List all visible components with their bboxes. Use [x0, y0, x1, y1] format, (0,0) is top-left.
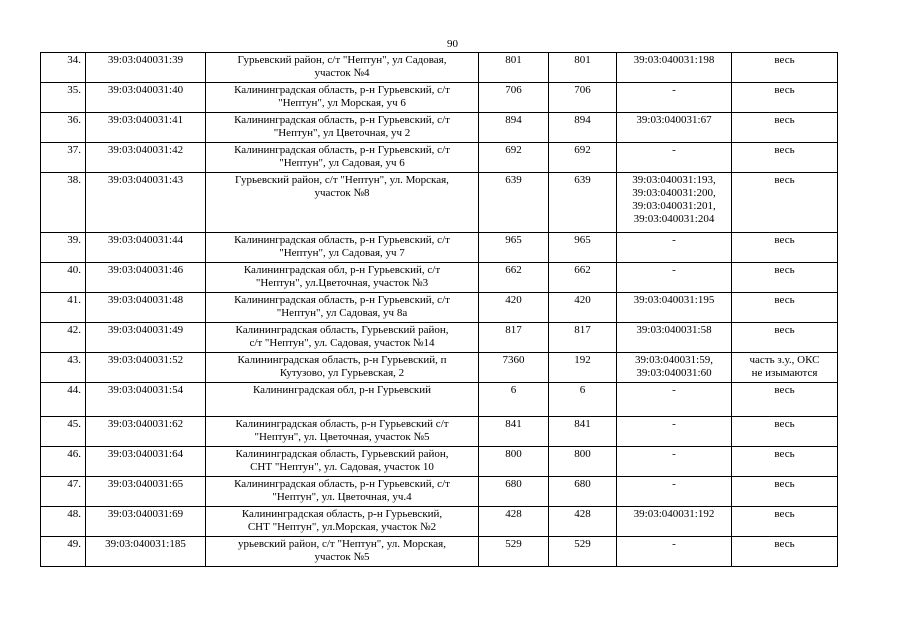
cadastral-number-cell: 39:03:040031:62: [86, 417, 206, 447]
address-line: "Нептун", ул. Цветочная, уч.4: [272, 491, 412, 503]
seized-part-line: весь: [774, 448, 795, 460]
cadastral-number-cell: 39:03:040031:64: [86, 447, 206, 477]
seized-area-cell: 692: [549, 143, 617, 173]
seized-part-line: весь: [774, 508, 795, 520]
address-cell: [206, 293, 479, 323]
plot-area-cell: 680: [479, 477, 549, 507]
table-row: [41, 417, 838, 447]
address-line: участок №4: [314, 67, 370, 79]
plot-area-cell: 706: [479, 83, 549, 113]
seized-part-cell: [732, 353, 838, 383]
row-number-cell: 42.: [41, 323, 86, 353]
table-row: [41, 83, 838, 113]
buildings-cell: [617, 173, 732, 233]
plot-area-cell: 800: [479, 447, 549, 477]
seized-part-cell: [732, 417, 838, 447]
seized-part-cell: [732, 173, 838, 233]
address-line: СНТ "Нептун", ул. Садовая, участок 10: [250, 461, 434, 473]
cadastral-number-cell: 39:03:040031:41: [86, 113, 206, 143]
buildings-line: 39:03:040031:204: [633, 213, 715, 225]
cadastral-number-cell: 39:03:040031:39: [86, 53, 206, 83]
address-cell: [206, 417, 479, 447]
address-line: Калининградская область, р-н Гурьевский,: [241, 508, 443, 520]
address-line: "Нептун", ул.Цветочная, участок №3: [255, 277, 429, 289]
buildings-line: 39:03:040031:200,: [632, 187, 716, 199]
address-line: "Нептун", ул Садовая, уч 8а: [276, 307, 408, 319]
buildings-line: -: [672, 448, 676, 460]
buildings-line: -: [672, 384, 676, 396]
buildings-line: 39:03:040031:60: [636, 367, 712, 379]
buildings-line: 39:03:040031:59,: [635, 354, 713, 366]
address-line: Гурьевский район, с/т "Нептун", ул Садовая,: [237, 54, 447, 66]
row-number-cell: 40.: [41, 263, 86, 293]
buildings-cell: [617, 383, 732, 417]
buildings-cell: [617, 323, 732, 353]
address-line: "Нептун", ул Цветочная, уч 2: [273, 127, 411, 139]
buildings-line: -: [672, 84, 676, 96]
address-line: Калининградская область, р-н Гурьевский, с/т: [234, 294, 450, 306]
address-line: Калининградская область, р-н Гурьевский, с/т: [234, 144, 450, 156]
address-line: урьевский район, с/т "Нептун", ул. Морская,: [238, 538, 446, 550]
buildings-cell: [617, 293, 732, 323]
buildings-line: 39:03:040031:58: [636, 324, 712, 336]
seized-area-cell: 800: [549, 447, 617, 477]
seized-part-line: весь: [774, 234, 795, 246]
seized-part-cell: [732, 323, 838, 353]
cadastral-number-cell: 39:03:040031:46: [86, 263, 206, 293]
buildings-cell: [617, 113, 732, 143]
seized-area-cell: 529: [549, 537, 617, 567]
address-line: с/т "Нептун", ул. Садовая, участок №14: [249, 337, 435, 349]
buildings-line: -: [672, 234, 676, 246]
plot-area-cell: 7360: [479, 353, 549, 383]
seized-part-cell: [732, 447, 838, 477]
address-cell: [206, 233, 479, 263]
buildings-cell: [617, 83, 732, 113]
address-line: "Нептун", ул Садовая, уч 7: [279, 247, 405, 259]
table-row: [41, 447, 838, 477]
row-number-cell: 44.: [41, 383, 86, 417]
seized-area-cell: 420: [549, 293, 617, 323]
address-line: Калининградская область, р-н Гурьевский с/т: [235, 418, 449, 430]
seized-part-line: весь: [774, 114, 795, 126]
seized-area-cell: 894: [549, 113, 617, 143]
plot-area-cell: 428: [479, 507, 549, 537]
seized-part-line: весь: [774, 174, 795, 186]
seized-part-line: не изымаются: [751, 367, 818, 379]
address-cell: [206, 537, 479, 567]
buildings-line: 39:03:040031:192: [633, 508, 715, 520]
row-number-cell: 48.: [41, 507, 86, 537]
buildings-cell: [617, 53, 732, 83]
row-number-cell: 49.: [41, 537, 86, 567]
address-line: Калининградская область, р-н Гурьевский, с/т: [234, 478, 450, 490]
table-row: [41, 477, 838, 507]
seized-part-line: весь: [774, 324, 795, 336]
address-line: Калининградская обл, р-н Гурьевский, с/т: [243, 264, 441, 276]
table-row: [41, 173, 838, 233]
buildings-cell: [617, 537, 732, 567]
address-cell: [206, 173, 479, 233]
seized-part-line: весь: [774, 54, 795, 66]
buildings-line: -: [672, 478, 676, 490]
row-number-cell: 41.: [41, 293, 86, 323]
row-number-cell: 46.: [41, 447, 86, 477]
cadastral-number-cell: 39:03:040031:43: [86, 173, 206, 233]
plot-area-cell: 817: [479, 323, 549, 353]
cadastral-number-cell: 39:03:040031:54: [86, 383, 206, 417]
row-number-cell: 36.: [41, 113, 86, 143]
cadastral-number-cell: 39:03:040031:44: [86, 233, 206, 263]
buildings-line: -: [672, 418, 676, 430]
address-line: Калининградская область, Гурьевский район,: [235, 448, 449, 460]
seized-part-line: весь: [774, 478, 795, 490]
seized-area-cell: 6: [549, 383, 617, 417]
address-cell: [206, 143, 479, 173]
address-line: "Нептун", ул. Цветочная, участок №5: [254, 431, 430, 443]
address-line: Гурьевский район, с/т "Нептун", ул. Морская,: [235, 174, 449, 186]
buildings-cell: [617, 263, 732, 293]
seized-part-line: весь: [774, 384, 795, 396]
seized-part-line: весь: [774, 84, 795, 96]
table-row: [41, 507, 838, 537]
address-line: участок №8: [314, 187, 370, 199]
address-cell: [206, 507, 479, 537]
seized-part-cell: [732, 83, 838, 113]
table-row: [41, 383, 838, 417]
address-cell: [206, 263, 479, 293]
seized-part-line: часть з.у., ОКС: [749, 354, 820, 366]
cadastral-number-cell: 39:03:040031:185: [86, 537, 206, 567]
seized-part-line: весь: [774, 264, 795, 276]
cadastral-number-cell: 39:03:040031:69: [86, 507, 206, 537]
row-number-cell: 45.: [41, 417, 86, 447]
table-row: [41, 233, 838, 263]
seized-part-cell: [732, 293, 838, 323]
cadastral-number-cell: 39:03:040031:49: [86, 323, 206, 353]
row-number-cell: 34.: [41, 53, 86, 83]
seized-part-cell: [732, 263, 838, 293]
table-row: [41, 263, 838, 293]
buildings-line: 39:03:040031:67: [636, 114, 712, 126]
address-cell: [206, 353, 479, 383]
buildings-line: 39:03:040031:201,: [632, 200, 716, 212]
cadastral-number-cell: 39:03:040031:42: [86, 143, 206, 173]
plot-area-cell: 692: [479, 143, 549, 173]
buildings-cell: [617, 507, 732, 537]
buildings-line: 39:03:040031:198: [633, 54, 715, 66]
address-line: Кутузово, ул Гурьевская, 2: [279, 367, 405, 379]
seized-area-cell: 662: [549, 263, 617, 293]
seized-part-cell: [732, 53, 838, 83]
table-row: [41, 113, 838, 143]
address-line: СНТ "Нептун", ул.Морская, участок №2: [247, 521, 437, 533]
buildings-cell: [617, 143, 732, 173]
buildings-line: -: [672, 144, 676, 156]
row-number-cell: 38.: [41, 173, 86, 233]
row-number-cell: 47.: [41, 477, 86, 507]
page-number: 90: [447, 38, 458, 50]
seized-part-line: весь: [774, 418, 795, 430]
row-number-cell: 37.: [41, 143, 86, 173]
buildings-cell: [617, 233, 732, 263]
address-line: Калининградская область, р-н Гурьевский, с/т: [234, 234, 450, 246]
seized-area-cell: 680: [549, 477, 617, 507]
row-number-cell: 43.: [41, 353, 86, 383]
address-line: "Нептун", ул Садовая, уч 6: [279, 157, 405, 169]
table-row: [41, 323, 838, 353]
seized-area-cell: 817: [549, 323, 617, 353]
plot-area-cell: 662: [479, 263, 549, 293]
address-cell: [206, 83, 479, 113]
address-line: участок №5: [314, 551, 370, 563]
seized-area-cell: 428: [549, 507, 617, 537]
buildings-cell: [617, 417, 732, 447]
table-row: [41, 53, 838, 83]
table-row: [41, 293, 838, 323]
table-row: [41, 353, 838, 383]
land-plots-table: [40, 52, 838, 567]
cadastral-number-cell: 39:03:040031:40: [86, 83, 206, 113]
plot-area-cell: 529: [479, 537, 549, 567]
address-line: Калининградская область, р-н Гурьевский, с/т: [234, 84, 450, 96]
address-cell: [206, 447, 479, 477]
plot-area-cell: 841: [479, 417, 549, 447]
address-line: Калининградская область, Гурьевский район,: [235, 324, 449, 336]
address-cell: [206, 323, 479, 353]
cadastral-number-cell: 39:03:040031:52: [86, 353, 206, 383]
seized-area-cell: 192: [549, 353, 617, 383]
buildings-line: 39:03:040031:195: [633, 294, 715, 306]
seized-part-cell: [732, 383, 838, 417]
address-cell: [206, 383, 479, 417]
address-cell: [206, 113, 479, 143]
seized-part-line: весь: [774, 538, 795, 550]
row-number-cell: 35.: [41, 83, 86, 113]
seized-part-cell: [732, 113, 838, 143]
seized-part-cell: [732, 233, 838, 263]
address-cell: [206, 477, 479, 507]
plot-area-cell: 801: [479, 53, 549, 83]
address-cell: [206, 53, 479, 83]
seized-part-cell: [732, 477, 838, 507]
address-line: Калининградская обл, р-н Гурьевский: [252, 384, 432, 396]
plot-area-cell: 420: [479, 293, 549, 323]
seized-part-cell: [732, 143, 838, 173]
plot-area-cell: 6: [479, 383, 549, 417]
address-line: Калининградская область, р-н Гурьевский, п: [237, 354, 447, 366]
plot-area-cell: 639: [479, 173, 549, 233]
buildings-line: 39:03:040031:193,: [632, 174, 716, 186]
seized-area-cell: 965: [549, 233, 617, 263]
buildings-cell: [617, 477, 732, 507]
seized-area-cell: 639: [549, 173, 617, 233]
seized-area-cell: 841: [549, 417, 617, 447]
buildings-cell: [617, 353, 732, 383]
buildings-cell: [617, 447, 732, 477]
buildings-line: -: [672, 264, 676, 276]
seized-part-line: весь: [774, 294, 795, 306]
plot-area-cell: 965: [479, 233, 549, 263]
cadastral-number-cell: 39:03:040031:65: [86, 477, 206, 507]
buildings-line: -: [672, 538, 676, 550]
plot-area-cell: 894: [479, 113, 549, 143]
cadastral-number-cell: 39:03:040031:48: [86, 293, 206, 323]
seized-part-line: весь: [774, 144, 795, 156]
table-row: [41, 143, 838, 173]
seized-part-cell: [732, 537, 838, 567]
seized-area-cell: 801: [549, 53, 617, 83]
seized-part-cell: [732, 507, 838, 537]
table-row: [41, 537, 838, 567]
seized-area-cell: 706: [549, 83, 617, 113]
address-line: "Нептун", ул Морская, уч 6: [278, 97, 406, 109]
row-number-cell: 39.: [41, 233, 86, 263]
address-line: Калининградская область, р-н Гурьевский, с/т: [234, 114, 450, 126]
